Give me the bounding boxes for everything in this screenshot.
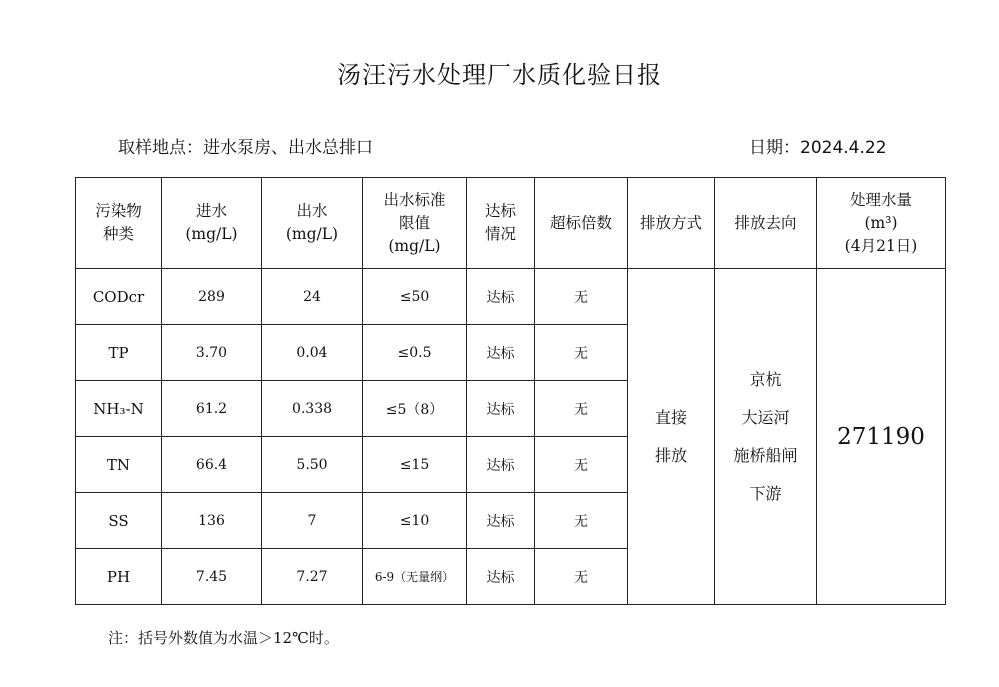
status-cell: 达标 [467, 269, 535, 325]
discharge-method-cell: 直接 排放 [628, 269, 715, 605]
treated-volume-cell: 271190 [817, 269, 946, 605]
header-pollutant: 污染物 种类 [76, 178, 162, 269]
exceed-cell: 无 [535, 549, 628, 605]
sampling-location: 取样地点：进水泵房、出水总排口 [118, 138, 373, 158]
limit-cell: ≤15 [363, 437, 467, 493]
header-outflow: 出水 (mg/L) [262, 178, 363, 269]
pollutant-cell: TP [76, 325, 162, 381]
status-cell: 达标 [467, 381, 535, 437]
limit-cell: 6-9（无量纲） [363, 549, 467, 605]
inflow-cell: 289 [162, 269, 262, 325]
limit-cell: ≤0.5 [363, 325, 467, 381]
report-date: 日期：2024.4.22 [749, 138, 887, 158]
header-limit: 出水标准 限值 (mg/L) [363, 178, 467, 269]
inflow-cell: 136 [162, 493, 262, 549]
report-title: 汤汪污水处理厂水质化验日报 [337, 61, 662, 89]
inflow-cell: 7.45 [162, 549, 262, 605]
status-cell: 达标 [467, 493, 535, 549]
outflow-cell: 0.04 [262, 325, 363, 381]
limit-cell: ≤10 [363, 493, 467, 549]
pollutant-cell: NH₃-N [76, 381, 162, 437]
status-cell: 达标 [467, 549, 535, 605]
header-treated-volume: 处理水量 (m³) (4月21日) [817, 178, 946, 269]
limit-cell: ≤5（8） [363, 381, 467, 437]
header-inflow: 进水 (mg/L) [162, 178, 262, 269]
discharge-destination-cell: 京杭 大运河 施桥船闸 下游 [715, 269, 817, 605]
water-quality-table [75, 177, 946, 605]
pollutant-cell: CODcr [76, 269, 162, 325]
pollutant-cell: PH [76, 549, 162, 605]
exceed-cell: 无 [535, 269, 628, 325]
outflow-cell: 0.338 [262, 381, 363, 437]
status-cell: 达标 [467, 437, 535, 493]
exceed-cell: 无 [535, 493, 628, 549]
inflow-cell: 66.4 [162, 437, 262, 493]
outflow-cell: 24 [262, 269, 363, 325]
pollutant-cell: TN [76, 437, 162, 493]
exceed-cell: 无 [535, 437, 628, 493]
limit-cell: ≤50 [363, 269, 467, 325]
header-status: 达标 情况 [467, 178, 535, 269]
inflow-cell: 61.2 [162, 381, 262, 437]
header-exceed: 超标倍数 [535, 178, 628, 269]
header-discharge-destination: 排放去向 [715, 178, 817, 269]
status-cell: 达标 [467, 325, 535, 381]
outflow-cell: 7 [262, 493, 363, 549]
outflow-cell: 5.50 [262, 437, 363, 493]
exceed-cell: 无 [535, 325, 628, 381]
inflow-cell: 3.70 [162, 325, 262, 381]
pollutant-cell: SS [76, 493, 162, 549]
exceed-cell: 无 [535, 381, 628, 437]
footnote: 注：括号外数值为水温＞12℃时。 [108, 629, 339, 647]
header-discharge-method: 排放方式 [628, 178, 715, 269]
table-row [76, 269, 946, 325]
outflow-cell: 7.27 [262, 549, 363, 605]
header-row [76, 178, 946, 269]
